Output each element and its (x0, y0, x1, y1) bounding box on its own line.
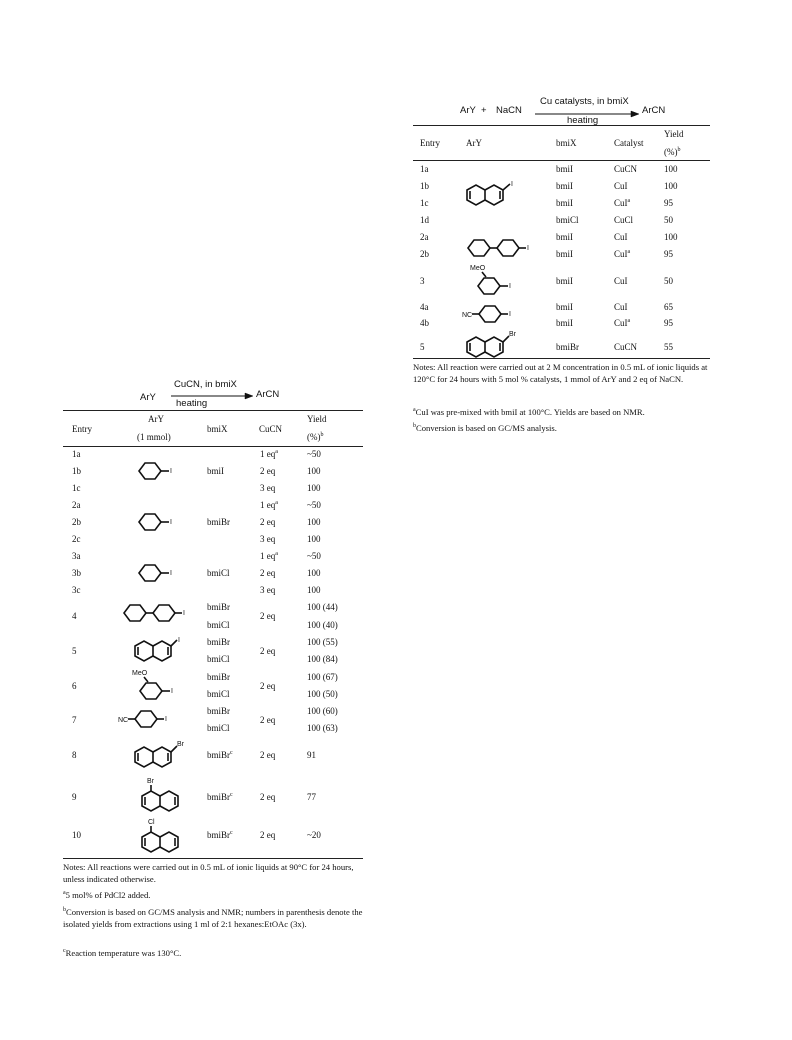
group-bmix: bmiBr (207, 517, 231, 527)
header-yield-unit: (%)$^b$ (307, 432, 324, 442)
svg-text:Cl: Cl (148, 819, 155, 826)
svg-text:Br: Br (177, 741, 184, 748)
methoxyphenyl-iodide-structure (132, 667, 187, 703)
header-ary: ArY (148, 414, 164, 424)
svg-text:I: I (171, 688, 173, 695)
header-cucn: CuCN (259, 424, 283, 434)
svg-text:NC: NC (118, 717, 129, 724)
right-note: $^a$CuI was pre-mixed with bmiI at 100°C. Yields are based on NMR. (413, 407, 645, 417)
header-entry: Entry (420, 138, 440, 148)
header-yield-unit: (%)$^b$ (664, 147, 681, 157)
left-note: $^b$Conversion is based on GC/MS analysis and NMR; numbers in parenthesis denote the isolated yields from extractions using 1 ml of 2:1 hexanes:EtOAc (3x). (63, 907, 363, 929)
scheme-product: ArCN (642, 105, 666, 116)
scheme-arrow-top: CuCN, in bmiX (174, 379, 237, 390)
right-note: $^b$Conversion is based on GC/MS analysis. (413, 423, 557, 433)
scheme-product: ArCN (256, 389, 280, 400)
naphthyl-bromide-structure (462, 330, 522, 360)
group-bmix: bmiCl (207, 568, 230, 578)
header-entry: Entry (72, 424, 92, 434)
svg-text:Br: Br (509, 331, 516, 338)
header-yield: Yield (664, 129, 684, 139)
naphthyl-iodide-structure (130, 634, 190, 664)
scheme-plus: + (481, 105, 487, 116)
scheme-reactant: ArY (140, 392, 156, 403)
svg-text:I: I (170, 468, 172, 475)
bromonaphthalene-structure (140, 775, 180, 817)
svg-text:I: I (183, 610, 185, 617)
biphenyl-iodide-structure (464, 236, 534, 260)
svg-text:I: I (170, 519, 172, 526)
svg-text:I: I (509, 311, 511, 318)
left-note: $^c$Reaction temperature was 130°C. (63, 948, 182, 958)
scheme-reagent: NaCN (496, 105, 522, 116)
chloronaphthalene-structure (140, 816, 180, 858)
cyanophenyl-iodide-structure (462, 302, 532, 326)
cyanophenyl-iodide-structure (118, 707, 188, 731)
svg-text:I: I (165, 716, 167, 723)
left-note: Notes: All reactions were carried out in 0.5 mL of ionic liquids at 90°C for 24 hours, unless indicated otherwise. (63, 862, 354, 884)
svg-text:I: I (511, 181, 513, 188)
svg-text:I: I (170, 570, 172, 577)
svg-text:MeO: MeO (132, 670, 148, 677)
phenyl-iodide-structure (136, 562, 180, 584)
header-bmix: bmiX (207, 424, 228, 434)
header-bmix: bmiX (556, 138, 577, 148)
scheme-arrow-top: Cu catalysts, in bmiX (540, 96, 629, 107)
svg-text:Br: Br (147, 778, 154, 785)
left-note: $^a$5 mol% of PdCl2 added. (63, 890, 151, 900)
svg-text:I: I (509, 283, 511, 290)
scheme-reactant: ArY (460, 105, 476, 116)
svg-text:MeO: MeO (470, 265, 486, 272)
svg-text:I: I (178, 637, 180, 644)
biphenyl-iodide-structure (120, 601, 192, 625)
header-yield: Yield (307, 414, 327, 424)
header-catalyst: Catalyst (614, 138, 644, 148)
naphthyl-bromide-structure (130, 740, 190, 770)
header-ary-sub: (1 mmol) (137, 432, 171, 442)
svg-text:I: I (527, 245, 529, 252)
naphthyl-iodide-structure (462, 180, 522, 210)
group-bmix: bmiI (207, 466, 224, 476)
phenyl-iodide-structure (136, 511, 180, 533)
phenyl-iodide-structure (136, 460, 180, 482)
scheme-arrow-bottom: heating (567, 115, 599, 126)
svg-text:NC: NC (462, 312, 473, 319)
methoxyphenyl-iodide-structure (470, 262, 525, 298)
header-ary: ArY (466, 138, 482, 148)
scheme-arrow-bottom: heating (176, 398, 208, 409)
right-note: Notes: All reaction were carried out at 2 M concentration in 0.5 mL of ionic liquids at 120°C for 24 hours with 5 mol % catalysts, 1 mmol of ArY and 2 eq of NaCN. (413, 362, 708, 384)
